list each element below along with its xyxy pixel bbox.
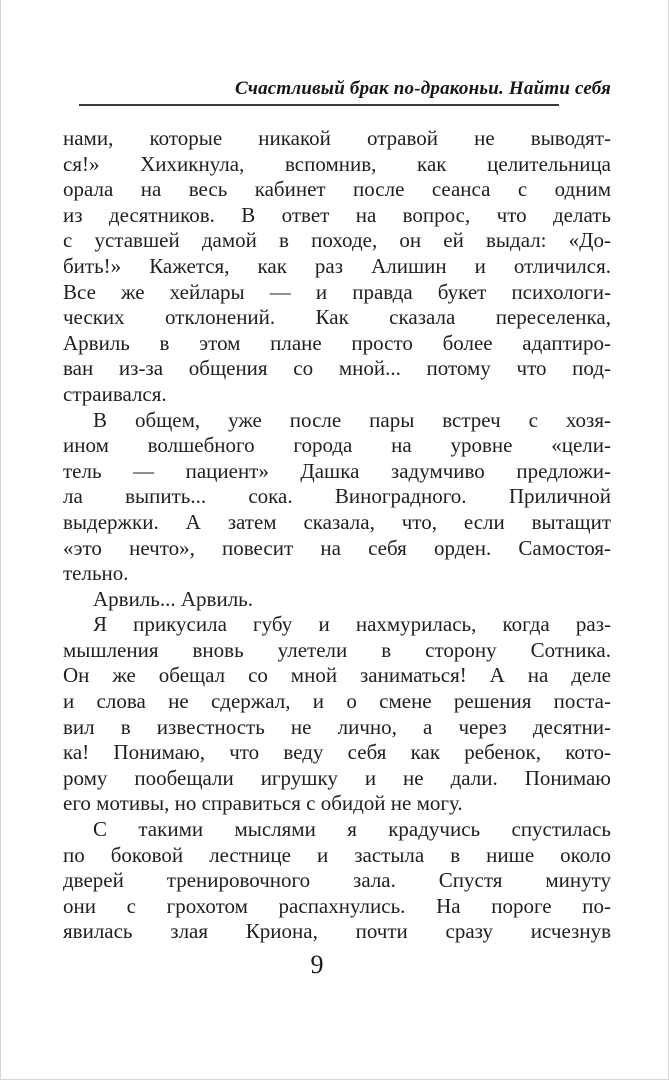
text-line: нами, которые никакой отравой не выводят- [63,126,611,150]
text-line: ван из-за общения со мной... потому что под- [63,356,611,381]
text-line: Он же обещал со мной заниматься! А на деле [63,663,611,688]
text-line: «это нечто», повесит на себя орден. Самостоя- [63,535,611,560]
text-line: ка! Понимаю, что веду себя как ребенок, кото- [63,740,611,765]
text-line: Арвиль в этом плане просто более адаптиро- [63,330,611,355]
text-line: ином волшебного города на уровне «цели- [63,433,611,458]
running-header [63,78,611,100]
text-line: С такими мыслями я крадучись спустилась [93,817,611,842]
text-line: тельно. [63,561,129,586]
text-line: явилась злая Криона, почти сразу исчезнув [63,919,611,944]
running-header-title: Счастливый брак по-драконьи. Найти себя [235,78,611,99]
text-line: с уставшей дамой в походе, он ей выдал: «До- [63,228,611,253]
text-line: страивался. [63,381,167,406]
header-rule [79,104,559,106]
text-line: бить!» Кажется, как раз Алишин и отличился. [63,253,611,278]
text-line: рому пообещали игрушку и не дали. Понимаю [63,765,611,790]
text-line: Я прикусила губу и нахмурилась, когда раз- [93,612,611,637]
text-line: орала на весь кабинет после сеанса с одним [63,177,611,202]
text-line: ла выпить... сока. Виноградного. Приличной [63,484,611,509]
text-line: Арвиль... Арвиль. [93,586,254,611]
text-line: выдержки. А затем сказала, что, если вытащит [63,509,611,534]
text-line: мышления вновь улетели в сторону Сотника. [63,637,611,662]
text-line: они с грохотом распахнулись. На пороге по- [63,893,611,918]
text-line: его мотивы, но справиться с обидой не могу. [63,791,463,816]
page-number: 9 [310,950,324,979]
text-line: ческих отклонений. Как сказала переселенка, [63,305,611,330]
text-line: ся!» Хихикнула, вспомнив, как целительница [63,151,611,176]
page-body [63,126,611,945]
text-line: тель — пациент» Дашка задумчиво предложи- [63,458,611,483]
text-line: вил в известность не лично, а через десятни- [63,714,611,739]
text-line: Все же хейлары — и правда букет психологи- [63,279,611,304]
text-line: В общем, уже после пары встреч с хозя- [93,407,611,432]
text-line: по боковой лестнице и застыла в нише около [63,842,611,867]
text-line: и слова не сдержал, и о смене решения поста- [63,689,611,714]
text-line: из десятников. В ответ на вопрос, что делать [63,202,611,227]
text-line: дверей тренировочного зала. Спустя минуту [63,868,611,893]
